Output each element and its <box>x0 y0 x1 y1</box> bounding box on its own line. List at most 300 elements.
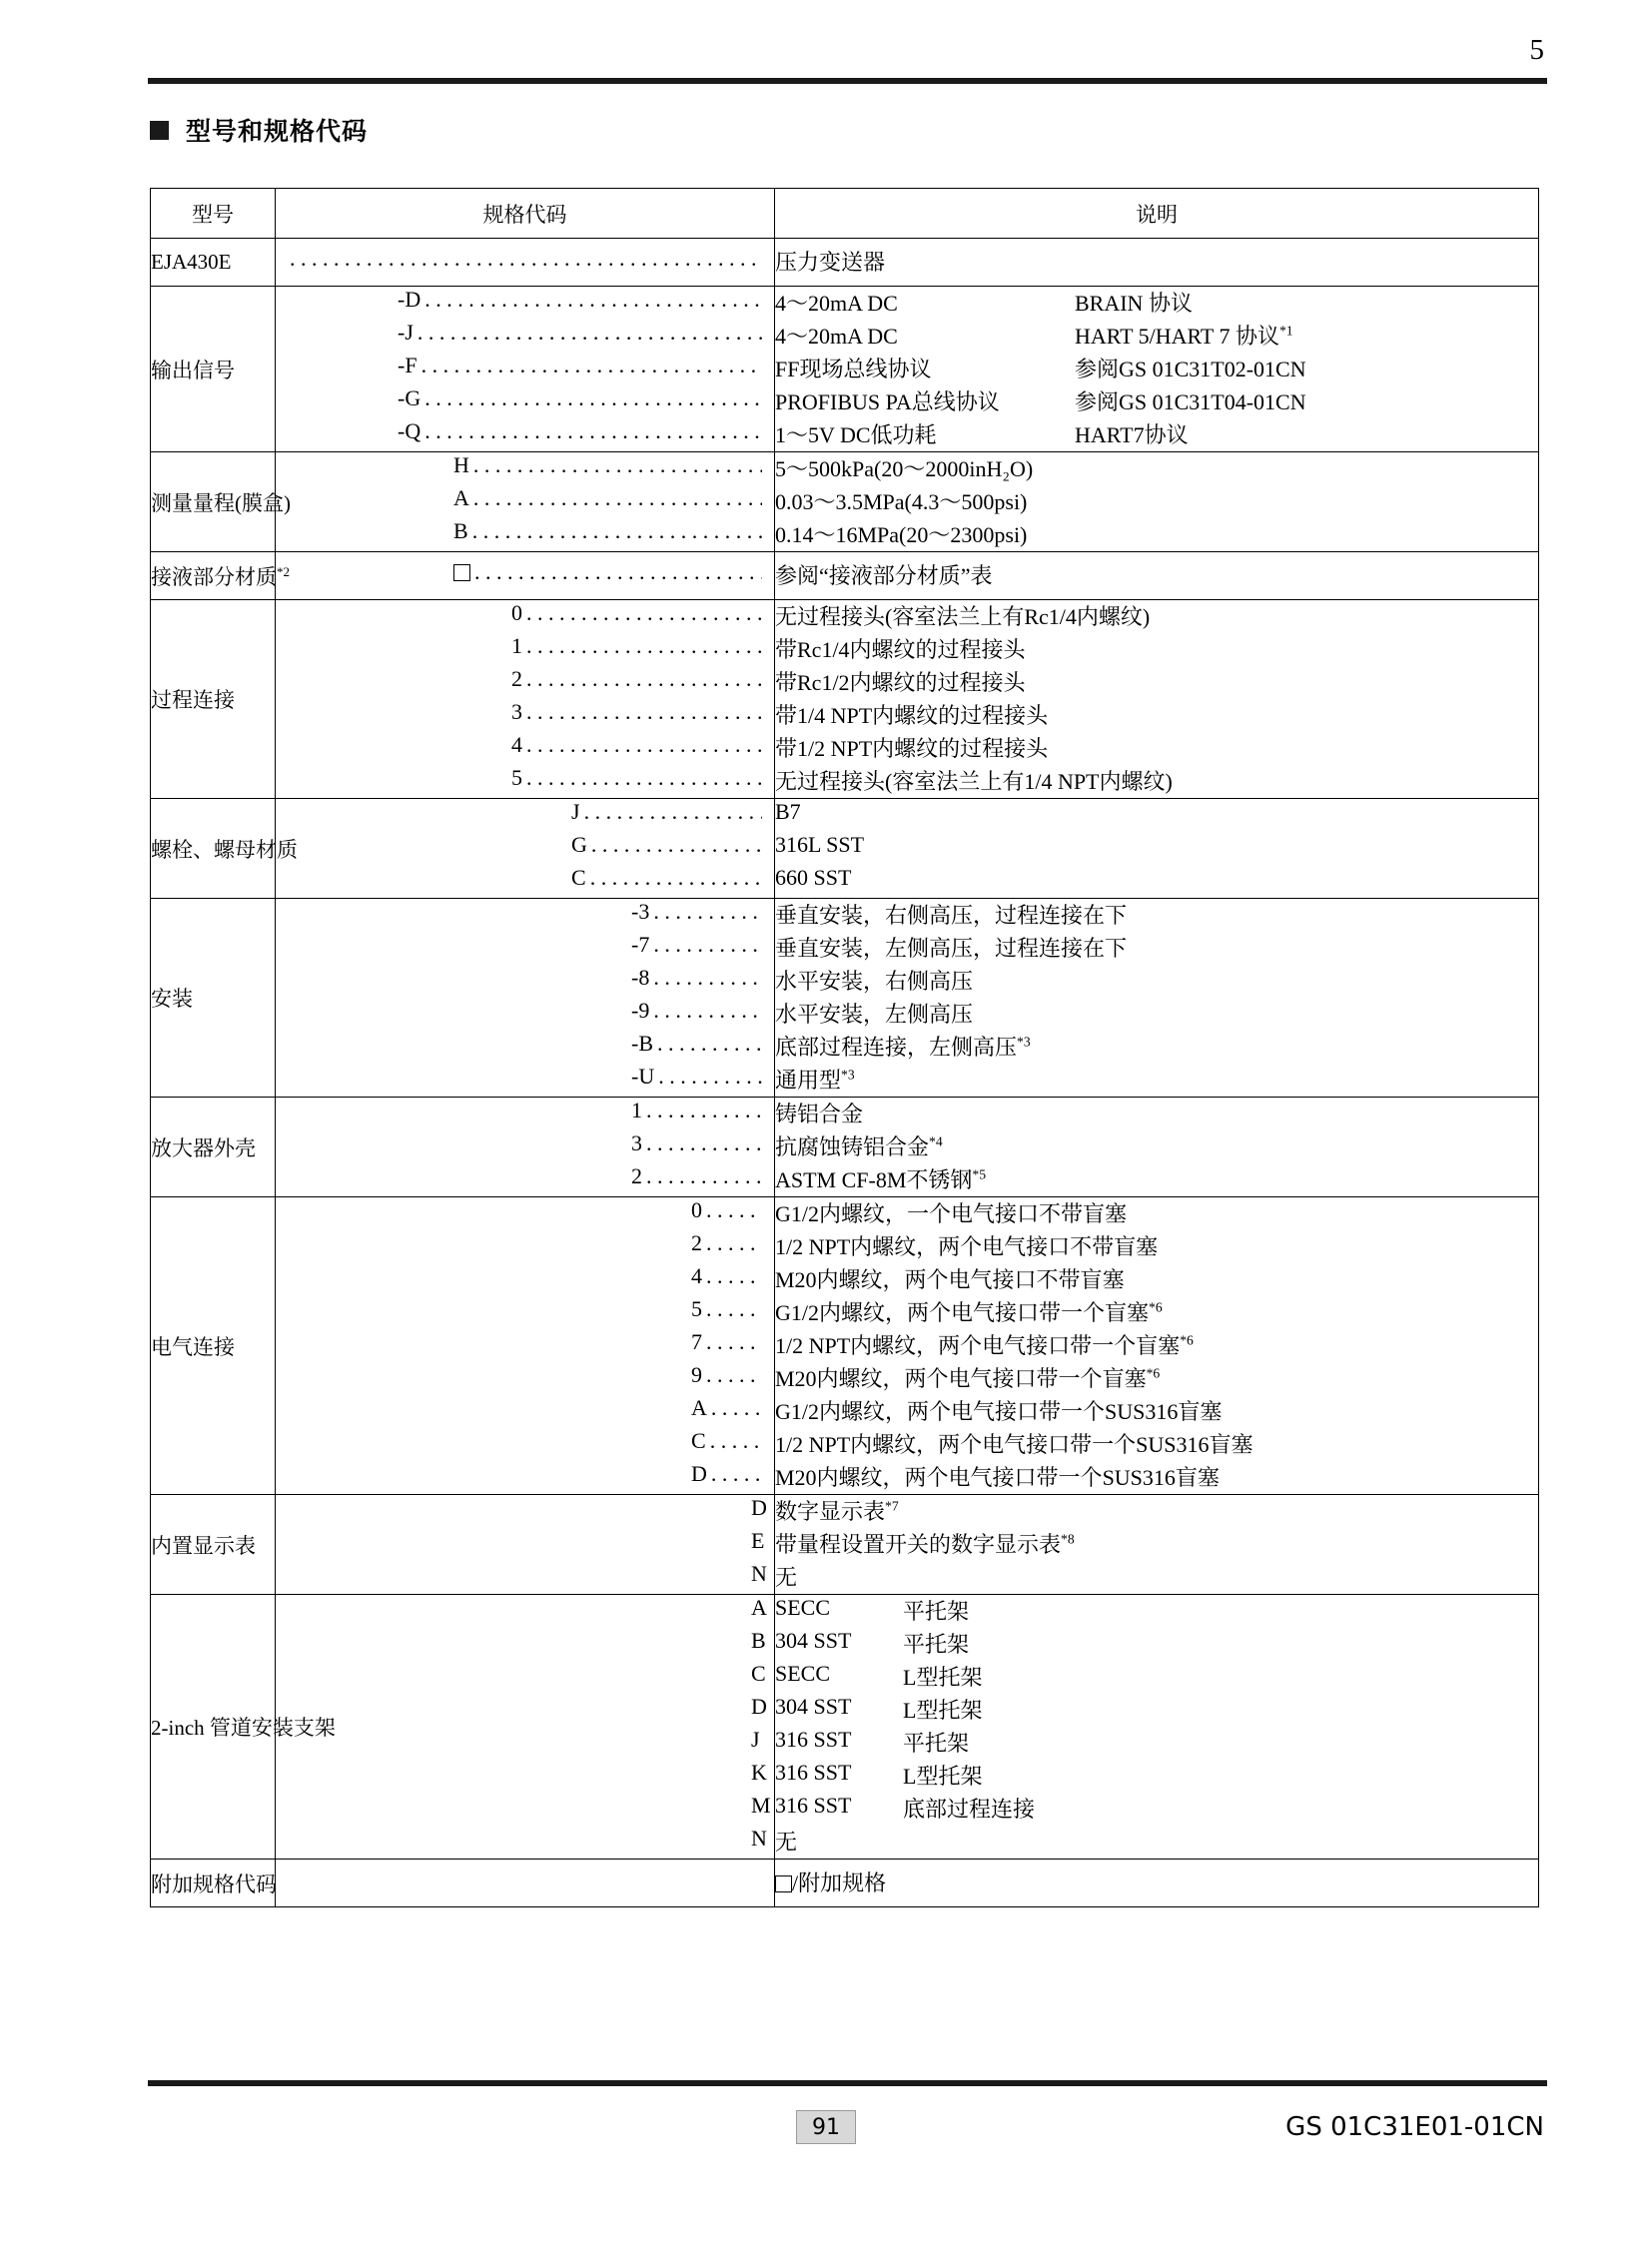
spec-code-key: 5 <box>691 1296 702 1321</box>
spec-code-key: 3 <box>631 1130 642 1155</box>
description-line <box>775 1098 1538 1130</box>
spec-code-cell <box>276 1495 775 1595</box>
description-extra-text: 底部过程连接 <box>903 1797 1036 1822</box>
dot-leader <box>526 600 762 621</box>
description-text: 无 <box>775 1830 798 1855</box>
description-text: 水平安装，右侧高压 <box>775 969 974 994</box>
spec-code-line <box>631 998 762 1031</box>
description-text: 参阅“接液部分材质”表 <box>775 563 993 588</box>
description-text: 带量程设置开关的数字显示表$^{*8}$ <box>775 1531 1075 1557</box>
spec-code-key: A <box>453 485 469 510</box>
spec-code-key: 5 <box>511 765 522 790</box>
spec-code-line <box>751 1628 766 1661</box>
description-cell <box>775 1098 1539 1197</box>
table-row <box>151 1860 1539 1907</box>
table-row <box>151 287 1539 452</box>
dot-leader <box>646 1163 762 1184</box>
description-text: M20内螺纹，两个电气接口不带盲塞 <box>775 1267 1125 1292</box>
table-header-row <box>151 189 1539 239</box>
spec-code-cell <box>276 287 775 452</box>
spec-code-cell <box>276 1197 775 1495</box>
dot-leader <box>646 1130 762 1151</box>
spec-code-key: 9 <box>691 1362 702 1387</box>
footer-page-number: 91 <box>796 2110 856 2144</box>
spec-code-key: J <box>571 799 580 824</box>
spec-code-line <box>691 1362 762 1395</box>
description-line <box>775 832 1538 865</box>
description-text: 316 SST <box>775 1793 852 1818</box>
description-line <box>775 1628 1538 1661</box>
description-text: 1/2 NPT内螺纹，两个电气接口带一个SUS316盲塞 <box>775 1432 1253 1457</box>
description-text: 压力变送器 <box>775 250 886 275</box>
description-text: 304 SST <box>775 1694 852 1719</box>
spec-code-line <box>511 600 762 633</box>
table-row <box>151 799 1539 899</box>
dot-leader <box>706 1296 762 1317</box>
description-line <box>775 899 1538 932</box>
description-text: 水平安装，左侧高压 <box>775 1002 974 1027</box>
spec-code-cell <box>276 600 775 799</box>
spec-code-line <box>511 699 762 732</box>
description-extra-text: BRAIN 协议 <box>1075 291 1193 316</box>
spec-code-key: H <box>453 452 469 477</box>
description-line <box>775 1793 1538 1826</box>
spec-code-key: 2 <box>631 1163 642 1188</box>
spec-code-line <box>751 1661 766 1694</box>
spec-code-key: 4 <box>691 1263 702 1288</box>
spec-code-line <box>398 287 762 320</box>
spec-code-key: -B <box>631 1031 653 1056</box>
description-line <box>775 932 1538 965</box>
spec-code-line <box>398 418 762 451</box>
description-line <box>775 1826 1538 1859</box>
description-line <box>775 998 1538 1031</box>
description-line <box>775 452 1538 485</box>
description-line <box>775 1694 1538 1727</box>
description-text: 垂直安装，左侧高压，过程连接在下 <box>775 936 1128 961</box>
spec-code-key: A <box>691 1395 707 1420</box>
spec-code-key: -G <box>398 385 421 410</box>
spec-code-key: 2 <box>691 1230 702 1255</box>
spec-code-line <box>631 932 762 965</box>
description-line <box>775 1528 1538 1561</box>
description-text: /附加规格 <box>775 1867 886 1897</box>
spec-code-line <box>751 1528 765 1561</box>
description-line <box>775 353 1538 385</box>
description-text: 316 SST <box>775 1760 852 1785</box>
page-number-top: 5 <box>1529 34 1544 66</box>
spec-code-line <box>511 666 762 699</box>
description-line <box>775 1197 1538 1230</box>
dot-leader <box>473 485 762 506</box>
description-text: 0.14～16MPa(20～2300psi) <box>775 522 1028 547</box>
description-text: 1/2 NPT内螺纹，两个电气接口不带盲塞 <box>775 1234 1159 1259</box>
description-line <box>775 1428 1538 1461</box>
dot-leader <box>590 865 762 886</box>
description-line <box>775 865 1538 898</box>
dot-leader <box>653 998 762 1019</box>
description-cell <box>775 899 1539 1098</box>
description-text: B7 <box>775 799 801 824</box>
dot-leader <box>424 287 762 308</box>
dot-leader <box>474 559 762 580</box>
description-line <box>775 666 1538 699</box>
description-cell <box>775 1595 1539 1860</box>
spec-code-key: 3 <box>511 699 522 724</box>
spec-code-line <box>511 732 762 765</box>
dot-leader <box>653 965 762 986</box>
section-heading <box>150 112 368 148</box>
dot-leader <box>424 385 762 406</box>
description-text: SECC <box>775 1661 831 1686</box>
description-cell <box>775 1860 1539 1907</box>
spec-code-line <box>691 1197 762 1230</box>
description-line <box>775 699 1538 732</box>
description-extra-text: 参阅GS 01C31T04-01CN <box>1075 389 1306 414</box>
row-label: 放大器外壳 <box>151 1098 276 1197</box>
description-text: 0.03～3.5MPa(4.3～500psi) <box>775 489 1028 514</box>
spec-code-line <box>751 1561 767 1594</box>
row-label: 安装 <box>151 899 276 1098</box>
description-cell <box>775 600 1539 799</box>
description-extra-text: 平托架 <box>903 1731 970 1756</box>
description-line <box>775 1130 1538 1163</box>
row-label: 附加规格代码 <box>151 1860 276 1907</box>
dot-leader <box>706 1230 762 1251</box>
spec-code-line <box>691 1395 762 1428</box>
spec-code-line <box>571 865 762 898</box>
description-text: 无过程接头(容室法兰上有Rc1/4内螺纹) <box>775 604 1151 629</box>
description-cell <box>775 239 1539 287</box>
empty-box-icon <box>775 1875 792 1892</box>
spec-code-line <box>631 965 762 998</box>
spec-code-line <box>398 320 762 353</box>
spec-code-key: -D <box>398 287 421 312</box>
table-row <box>151 1197 1539 1495</box>
dot-leader <box>646 1098 762 1119</box>
spec-code-line <box>631 1031 762 1064</box>
description-text: ASTM CF-8M不锈钢$^{*5}$ <box>775 1166 987 1192</box>
description-line <box>775 246 1538 279</box>
description-extra-text: 平托架 <box>903 1632 970 1657</box>
description-line <box>775 418 1538 451</box>
description-text: 带Rc1/2内螺纹的过程接头 <box>775 670 1026 695</box>
description-text: 5～500kPa(20～2000inH₂O) <box>775 456 1034 481</box>
description-extra-text: HART 5/HART 7 协议$^{*1}$ <box>1075 323 1293 349</box>
description-text: 1/2 NPT内螺纹，两个电气接口带一个盲塞$^{*6}$ <box>775 1332 1194 1358</box>
spec-code-line <box>751 1727 762 1760</box>
spec-code-line <box>751 1760 767 1793</box>
description-line <box>775 1561 1538 1594</box>
description-text: 底部过程连接，左侧高压$^{*3}$ <box>775 1034 1031 1060</box>
spec-code-cell <box>276 1098 775 1197</box>
dot-leader <box>584 799 762 820</box>
spec-code-key: -9 <box>631 998 650 1023</box>
description-text: 抗腐蚀铸铝合金$^{*4}$ <box>775 1133 943 1159</box>
spec-code-key: B <box>751 1628 766 1653</box>
description-text: 带1/2 NPT内螺纹的过程接头 <box>775 736 1049 761</box>
row-label: 接液部分材质$^{*2}$ <box>151 552 276 600</box>
table-row <box>151 1495 1539 1595</box>
description-line <box>775 1329 1538 1362</box>
spec-code-cell <box>276 1860 775 1907</box>
spec-code-line <box>691 1428 762 1461</box>
description-line <box>775 559 1538 592</box>
square-bullet-icon <box>150 121 169 140</box>
spec-code-line <box>631 899 762 932</box>
description-text: PROFIBUS PA总线协议 <box>775 389 1000 414</box>
dot-leader <box>424 418 762 439</box>
description-line <box>775 799 1538 832</box>
spec-code-line <box>286 246 762 279</box>
description-text: 4～20mA DC <box>775 324 898 349</box>
spec-code-key: N <box>751 1561 767 1586</box>
dot-leader <box>706 1329 762 1350</box>
description-text: 数字显示表$^{*7}$ <box>775 1498 899 1524</box>
description-line <box>775 1163 1538 1196</box>
spec-code-line <box>571 799 762 832</box>
description-line <box>775 1867 1538 1899</box>
spec-code-key: -Q <box>398 418 421 443</box>
spec-code-key: M <box>751 1793 771 1818</box>
spec-code-line <box>691 1296 762 1329</box>
table-row <box>151 552 1539 600</box>
description-line <box>775 287 1538 320</box>
spec-code-line <box>691 1263 762 1296</box>
row-label: 螺栓、螺母材质 <box>151 799 276 899</box>
dot-leader <box>711 1461 762 1482</box>
spec-code-line <box>453 485 762 518</box>
spec-code-line <box>453 452 762 485</box>
description-extra-text: L型托架 <box>903 1698 983 1723</box>
description-text: 316 SST <box>775 1727 852 1752</box>
description-text: 铸铝合金 <box>775 1102 864 1126</box>
row-label: EJA430E <box>151 239 276 287</box>
spec-code-key: K <box>751 1760 767 1785</box>
table-row <box>151 600 1539 799</box>
spec-code-key: -F <box>398 353 417 377</box>
description-cell <box>775 452 1539 552</box>
spec-code-key: -U <box>631 1064 655 1089</box>
row-label: 过程连接 <box>151 600 276 799</box>
empty-box-icon <box>453 564 470 581</box>
spec-code-key: G <box>571 832 587 857</box>
description-line <box>775 732 1538 765</box>
description-cell <box>775 1197 1539 1495</box>
table-row <box>151 452 1539 552</box>
description-line <box>775 600 1538 633</box>
row-label: 测量量程(膜盒) <box>151 452 276 552</box>
description-extra-text: L型托架 <box>903 1764 983 1789</box>
description-line <box>775 1661 1538 1694</box>
description-text: SECC <box>775 1595 831 1620</box>
spec-code-key: 1 <box>511 633 522 658</box>
description-line <box>775 1461 1538 1494</box>
description-text: M20内螺纹，两个电气接口带一个SUS316盲塞 <box>775 1465 1220 1490</box>
description-text: 无 <box>775 1565 798 1590</box>
spec-code-key: D <box>691 1461 707 1486</box>
spec-code-key: 0 <box>511 600 522 625</box>
description-line <box>775 1362 1538 1395</box>
table-row <box>151 1098 1539 1197</box>
spec-code-key: 7 <box>691 1329 702 1354</box>
section-heading-label: 型号和规格代码 <box>186 117 369 146</box>
row-label: 内置显示表 <box>151 1495 276 1595</box>
dot-leader <box>472 518 762 539</box>
description-line <box>775 320 1538 353</box>
description-text: 1～5V DC低功耗 <box>775 422 937 447</box>
column-header-2: 规格代码 <box>276 189 775 239</box>
dot-leader <box>658 1064 762 1085</box>
spec-code-line <box>453 559 762 592</box>
description-text: 660 SST <box>775 865 852 890</box>
spec-code-key: J <box>751 1727 760 1752</box>
description-line <box>775 633 1538 666</box>
description-line <box>775 1495 1538 1528</box>
row-label: 输出信号 <box>151 287 276 452</box>
spec-code-key: N <box>751 1826 767 1851</box>
spec-code-key: 4 <box>511 732 522 757</box>
description-line <box>775 1760 1538 1793</box>
description-line <box>775 765 1538 798</box>
spec-code-line <box>453 518 762 551</box>
description-extra-text: 参阅GS 01C31T02-01CN <box>1075 357 1306 381</box>
description-text: 316L SST <box>775 832 865 857</box>
footer-document-number: GS 01C31E01-01CN <box>1285 2112 1544 2142</box>
dot-leader <box>526 732 762 753</box>
description-line <box>775 1031 1538 1064</box>
spec-code-cell <box>276 1595 775 1860</box>
description-line <box>775 1727 1538 1760</box>
table-row <box>151 899 1539 1098</box>
description-cell <box>775 287 1539 452</box>
row-label: 2-inch 管道安装支架 <box>151 1595 276 1860</box>
description-text: G1/2内螺纹，一个电气接口不带盲塞 <box>775 1201 1128 1226</box>
spec-code-key: C <box>751 1661 766 1686</box>
description-line <box>775 518 1538 551</box>
spec-code-line <box>511 765 762 798</box>
description-line <box>775 1595 1538 1628</box>
spec-code-line <box>751 1826 767 1859</box>
spec-code-line <box>751 1495 767 1528</box>
dot-leader <box>710 1428 762 1449</box>
description-extra-text: 平托架 <box>903 1599 970 1624</box>
description-line <box>775 385 1538 418</box>
description-cell <box>775 799 1539 899</box>
dot-leader <box>711 1395 762 1416</box>
spec-code-key <box>453 559 474 585</box>
column-header-3: 说明 <box>775 189 1539 239</box>
description-cell <box>775 552 1539 600</box>
description-line <box>775 1263 1538 1296</box>
dot-leader <box>653 899 762 920</box>
dot-leader <box>706 1263 762 1284</box>
spec-code-line <box>691 1461 762 1494</box>
spec-code-line <box>571 832 762 865</box>
description-line <box>775 1230 1538 1263</box>
spec-code-line <box>631 1130 762 1163</box>
footer-rule <box>148 2080 1547 2086</box>
description-line <box>775 1395 1538 1428</box>
spec-code-line <box>751 1595 767 1628</box>
dot-leader <box>526 633 762 654</box>
spec-code-key: A <box>751 1595 767 1620</box>
description-text: 带Rc1/4内螺纹的过程接头 <box>775 637 1026 662</box>
spec-code-cell <box>276 452 775 552</box>
spec-code-key: 1 <box>631 1098 642 1122</box>
dot-leader <box>417 320 762 341</box>
spec-code-key: -3 <box>631 899 650 924</box>
spec-code-cell <box>276 899 775 1098</box>
description-text: 304 SST <box>775 1628 852 1653</box>
description-cell <box>775 1495 1539 1595</box>
dot-leader <box>526 765 762 786</box>
model-and-spec-code-table <box>150 188 1539 1907</box>
dot-leader <box>706 1362 762 1383</box>
spec-code-line <box>691 1230 762 1263</box>
table-row <box>151 1595 1539 1860</box>
description-extra-text: HART7协议 <box>1075 422 1189 447</box>
spec-code-line <box>751 1694 767 1727</box>
spec-code-line <box>631 1163 762 1196</box>
description-line <box>775 965 1538 998</box>
spec-code-key: -8 <box>631 965 650 990</box>
spec-code-line <box>398 385 762 418</box>
table-row <box>151 239 1539 287</box>
spec-code-key: 0 <box>691 1197 702 1222</box>
dot-leader <box>473 452 762 473</box>
spec-code-line <box>511 633 762 666</box>
dot-leader <box>657 1031 762 1052</box>
spec-code-cell <box>276 552 775 600</box>
dot-leader <box>526 666 762 687</box>
spec-code-line <box>631 1098 762 1130</box>
spec-code-key: C <box>571 865 586 890</box>
description-text: 通用型$^{*3}$ <box>775 1067 855 1093</box>
description-text: G1/2内螺纹，两个电气接口带一个SUS316盲塞 <box>775 1399 1223 1424</box>
spec-code-cell <box>276 799 775 899</box>
header-rule <box>148 78 1547 84</box>
spec-code-key: B <box>453 518 468 543</box>
spec-code-key: -J <box>398 320 413 345</box>
description-line <box>775 1296 1538 1329</box>
spec-code-key: D <box>751 1694 767 1719</box>
description-text: 4～20mA DC <box>775 291 898 316</box>
description-text: 垂直安装，右侧高压，过程连接在下 <box>775 903 1128 928</box>
description-text: M20内螺纹，两个电气接口带一个盲塞$^{*6}$ <box>775 1365 1161 1391</box>
description-line <box>775 1064 1538 1097</box>
description-text: 无过程接头(容室法兰上有1/4 NPT内螺纹) <box>775 769 1173 794</box>
spec-code-cell <box>276 239 775 287</box>
description-text: 带1/4 NPT内螺纹的过程接头 <box>775 703 1049 728</box>
spec-code-line <box>398 353 762 385</box>
description-extra-text: L型托架 <box>903 1665 983 1690</box>
dot-leader <box>706 1197 762 1218</box>
description-line <box>775 485 1538 518</box>
description-text: G1/2内螺纹，两个电气接口带一个盲塞$^{*6}$ <box>775 1299 1163 1325</box>
spec-code-key: E <box>751 1528 765 1553</box>
dot-leader <box>591 832 762 853</box>
spec-code-line <box>631 1064 762 1097</box>
row-label: 电气连接 <box>151 1197 276 1495</box>
dot-leader <box>653 932 762 953</box>
spec-code-line <box>691 1329 762 1362</box>
spec-code-key: C <box>691 1428 706 1453</box>
description-text: FF现场总线协议 <box>775 357 932 381</box>
spec-code-key: D <box>751 1495 767 1520</box>
dot-leader <box>526 699 762 720</box>
spec-code-key: -7 <box>631 932 650 957</box>
